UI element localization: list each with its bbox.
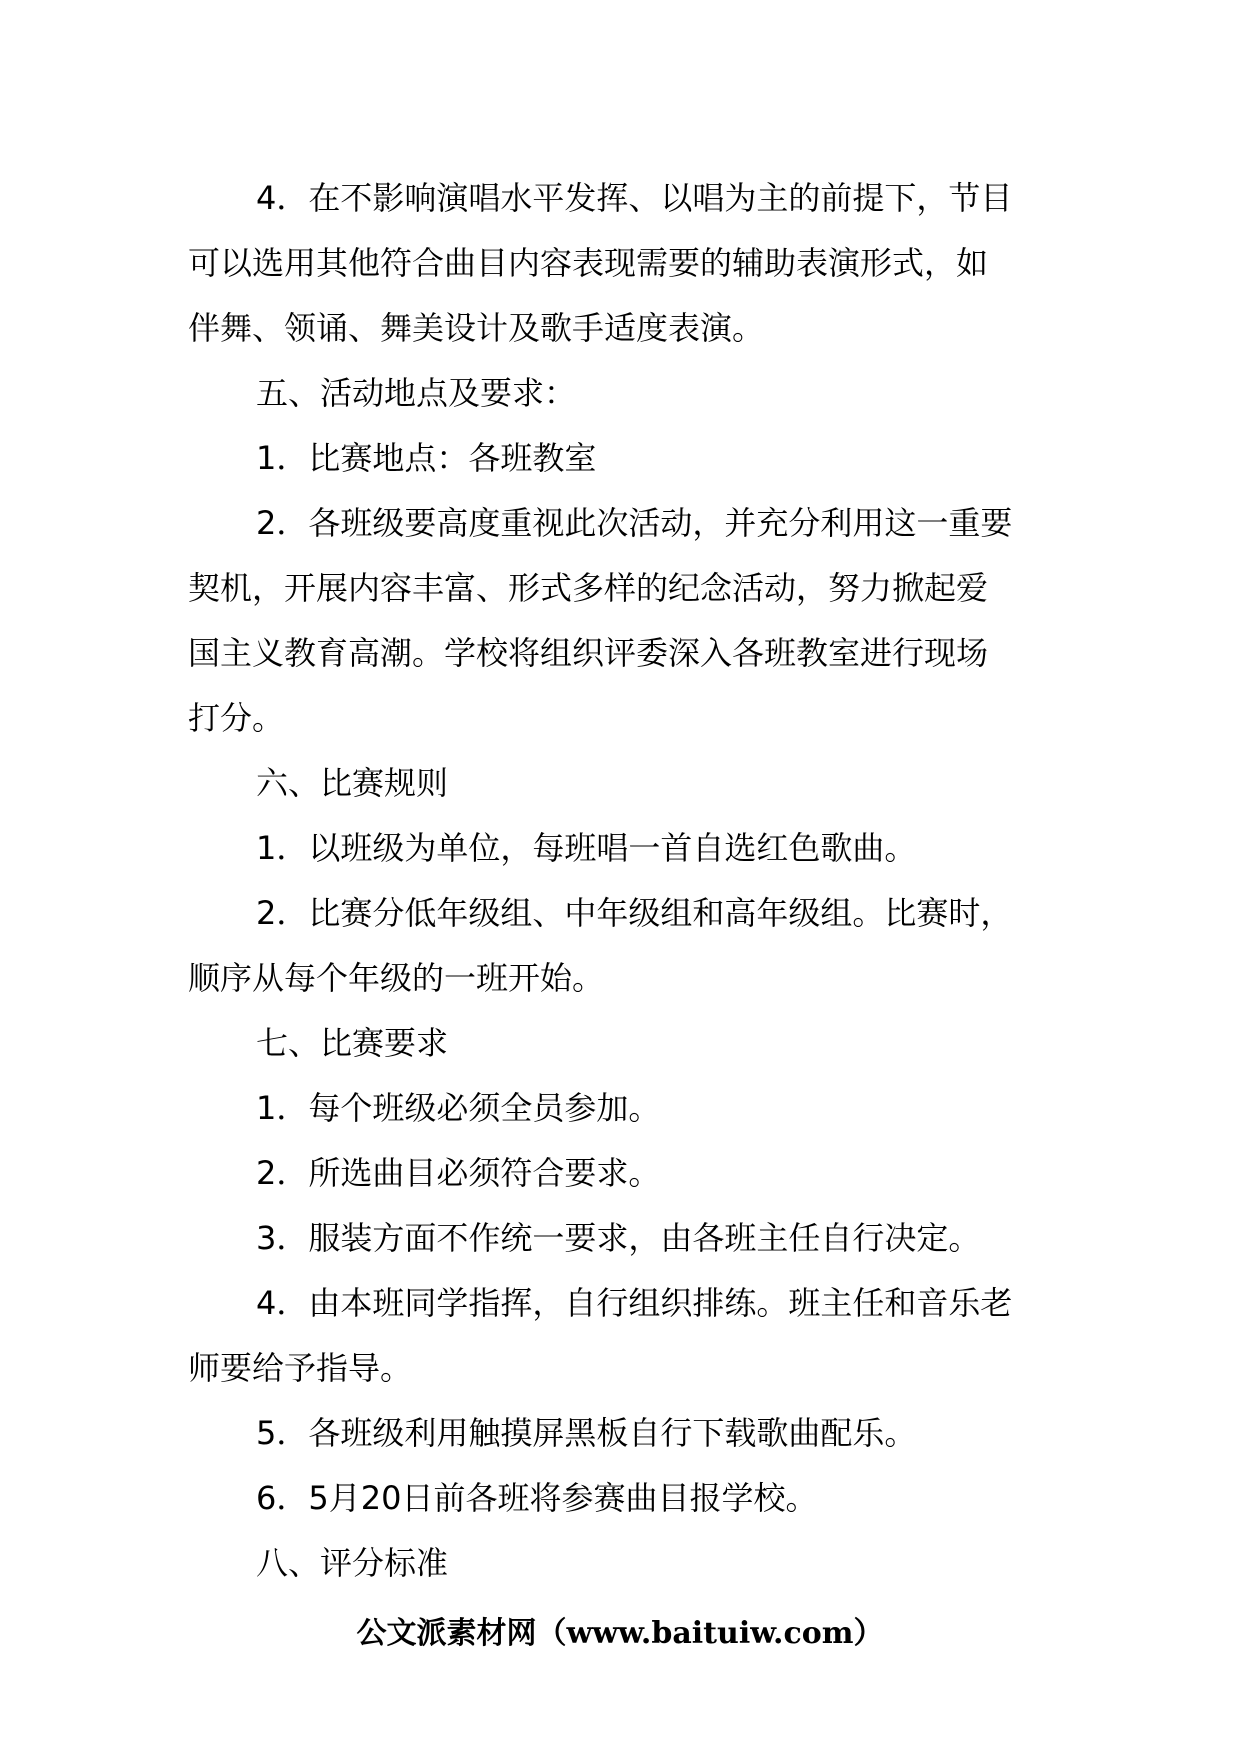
- section-heading: 六、比赛规则: [256, 764, 449, 802]
- paragraph-line: 顺序从每个年级的一班开始。: [188, 959, 605, 997]
- page-footer: 公文派素材网（www.baituiw.com）: [356, 1616, 884, 1651]
- paragraph-line: 1．每个班级必须全员参加。: [256, 1089, 661, 1127]
- paragraph-line: 4．在不影响演唱水平发挥、以唱为主的前提下，节目: [256, 179, 1013, 217]
- paragraph-line: 契机，开展内容丰富、形式多样的纪念活动，努力掀起爱: [188, 569, 989, 607]
- paragraph-line: 1．比赛地点：各班教室: [256, 439, 597, 477]
- paragraph-line: 6．5月20日前各班将参赛曲目报学校。: [256, 1479, 818, 1517]
- paragraph-line: 师要给予指导。: [188, 1349, 413, 1387]
- paragraph-line: 2．各班级要高度重视此次活动，并充分利用这一重要: [256, 504, 1013, 542]
- paragraph-line: 可以选用其他符合曲目内容表现需要的辅助表演形式，如: [188, 244, 989, 282]
- paragraph-line: 国主义教育高潮。学校将组织评委深入各班教室进行现场: [188, 634, 989, 672]
- section-heading: 五、活动地点及要求：: [256, 374, 577, 412]
- paragraph-line: 3．服装方面不作统一要求，由各班主任自行决定。: [256, 1219, 981, 1257]
- paragraph-line: 2．所选曲目必须符合要求。: [256, 1154, 661, 1192]
- section-heading: 八、评分标准: [256, 1544, 449, 1582]
- paragraph-line: 2．比赛分低年级组、中年级组和高年级组。比赛时，: [256, 894, 1013, 932]
- document-body: [188, 166, 1058, 1596]
- section-heading: 七、比赛要求: [256, 1024, 449, 1062]
- paragraph-line: 4．由本班同学指挥，自行组织排练。班主任和音乐老: [256, 1284, 1013, 1322]
- paragraph-line: 1．以班级为单位，每班唱一首自选红色歌曲。: [256, 829, 917, 867]
- paragraph-line: 伴舞、领诵、舞美设计及歌手适度表演。: [188, 309, 765, 347]
- paragraph-line: 打分。: [188, 699, 285, 737]
- paragraph-line: 5．各班级利用触摸屏黑板自行下载歌曲配乐。: [256, 1414, 917, 1452]
